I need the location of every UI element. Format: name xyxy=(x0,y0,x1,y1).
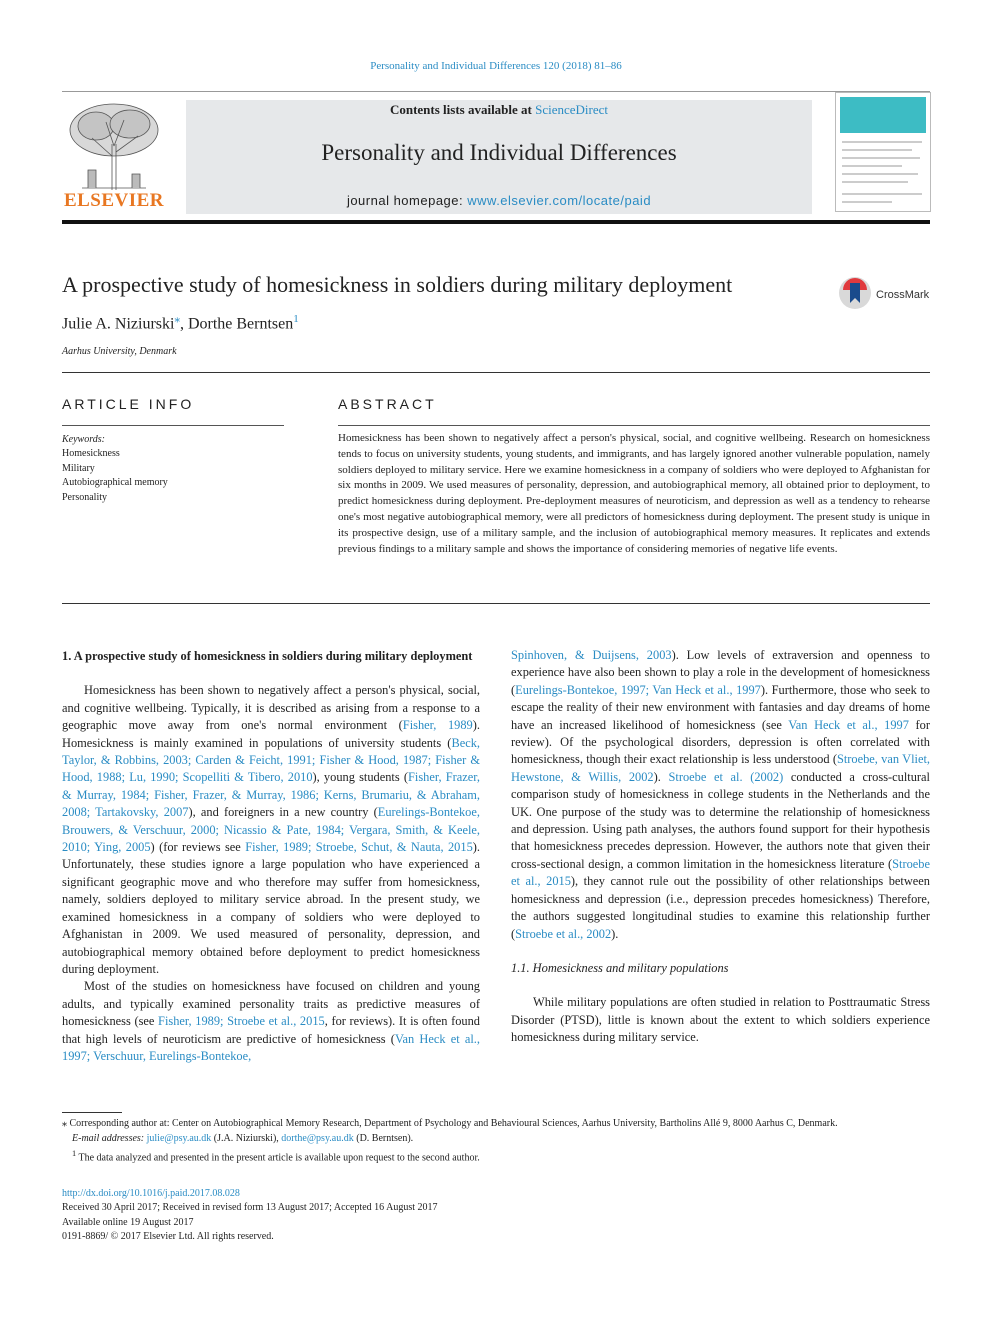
cover-line xyxy=(842,193,922,195)
citation-link[interactable]: Eurelings-Bontekoe, 1997; Van Heck et al., 1997 xyxy=(515,682,761,697)
citation-link[interactable]: Van Heck et al., 1997; Verschuur, Eurelings-Bontekoe, xyxy=(62,1031,480,1063)
footnote-corresponding xyxy=(62,1116,930,1131)
footnote-text: Corresponding author at: Center on Autobiographical Memory Research, Department of Psychology and Behavioural Sciences, Aarhus University, Bartholins Allé 9, 8000 Aarhus C, Denmark. xyxy=(67,1118,838,1129)
doi-link[interactable]: http://dx.doi.org/10.1016/j.paid.2017.08.028 xyxy=(62,1188,240,1199)
crossmark-badge[interactable] xyxy=(838,276,938,310)
article-metadata xyxy=(62,1187,438,1244)
citation-link[interactable]: Stroebe et al. (2002) xyxy=(668,769,784,784)
citation-link[interactable]: Eurelings-Bontekoe, Brouwers, & Verschuur, 2000; Nicassio & Pate, 1984; Vergara, Smith, & Keele, 2010; Ying, 2005 xyxy=(62,805,480,855)
section-heading: 1. A prospective study of homesickness in soldiers during military deployment xyxy=(62,649,473,663)
masthead-rule xyxy=(62,220,930,224)
footnote-mark: ⁎ xyxy=(62,1118,67,1129)
paragraph-text: for review). Of the psychological disorders, depression is often correlated with homesickness, though their exact relationship is less understood ( xyxy=(511,717,930,767)
divider xyxy=(338,425,930,426)
keywords-block xyxy=(62,433,284,505)
keywords-label: Keywords: xyxy=(62,434,105,445)
email-link[interactable]: dorthe@psy.au.dk xyxy=(281,1133,354,1144)
body-paragraph: While military populations are often studied in relation to Posttraumatic Stress Disorder (PTSD), little is known about the extent to which soldiers experience homesickness during military service. xyxy=(511,995,930,1045)
footnotes xyxy=(62,1116,930,1165)
paragraph-text: ). xyxy=(653,769,669,784)
citation-link[interactable]: Stroebe et al., 2002 xyxy=(515,926,612,941)
body-column-left xyxy=(62,648,480,1065)
cover-line xyxy=(842,141,922,143)
body-paragraph xyxy=(62,682,480,978)
paragraph-text: Most of the studies on homesickness have focused on children and young adults, and typically examined personality traits as predictive measures of homesickness (see xyxy=(62,979,480,1029)
author-separator: , xyxy=(179,315,188,333)
sciencedirect-link[interactable]: ScienceDirect xyxy=(535,102,609,117)
paragraph-text: ). Furthermore, those who seek to escape the reality of their new environment with fantasies and day dreams of home have an increased likelihood of homesickness (see xyxy=(511,682,930,732)
citation-link[interactable]: Stroebe, van Vliet, Hewstone, & Willis, 2002 xyxy=(511,752,930,784)
paragraph-text: ) (for reviews see xyxy=(150,840,246,855)
homepage-prefix: journal homepage: xyxy=(346,193,468,208)
author-list xyxy=(62,312,299,333)
paragraph-text: ), they cannot rule out the possibility of other relationships between homesickness and depression (i.e., depression precedes homesickness) Therefore, the authors suggested longitudinal studies to examine this relationship further ( xyxy=(511,874,930,941)
keyword-item: Military xyxy=(62,462,95,474)
journal-reference[interactable]: Personality and Individual Differences 120 (2018) 81–86 xyxy=(370,60,622,72)
divider xyxy=(62,425,284,426)
body-paragraph xyxy=(511,647,930,943)
masthead-top-rule xyxy=(62,91,930,92)
subsection-heading: 1.1. Homesickness and military populations xyxy=(511,960,729,975)
crossmark-label: CrossMark xyxy=(876,289,930,301)
abstract-heading: ABSTRACT xyxy=(338,396,437,412)
citation-link[interactable]: Fisher, 1989 xyxy=(402,718,473,733)
paragraph-text: ), young students ( xyxy=(312,770,408,785)
paragraph-text: conducted a cross-cultural comparison study of homesickness in college students in the Netherlands and the UK. One purpose of the study was to determine the relationship of homesickness and depression. Using path analyses, the authors found support for their hypothesis that homesickness precedes depression. However, the authors note that given their cross-sectional design, a common limitation in the homesickness literature ( xyxy=(511,769,930,871)
footnote-data-availability xyxy=(62,1146,930,1165)
elsevier-wordmark: ELSEVIER xyxy=(63,190,165,211)
citation-link[interactable]: Stroebe et al., 2015 xyxy=(511,856,930,889)
received-dates: Received 30 April 2017; Received in revised form 13 August 2017; Accepted 16 August 2017 xyxy=(62,1202,438,1214)
copyright: 0191-8869/ © 2017 Elsevier Ltd. All rights reserved. xyxy=(62,1230,274,1242)
body-column-right xyxy=(511,647,930,1047)
citation-link[interactable]: Fisher, 1989; Stroebe, Schut, & Nauta, 2015 xyxy=(245,840,473,855)
cover-line xyxy=(842,181,908,183)
paragraph-text: , for reviews). It is often found that high levels of neuroticism are predictive of homesickness ( xyxy=(62,1014,481,1046)
author-name[interactable]: Julie A. Niziurski xyxy=(62,315,175,333)
citation-link[interactable]: Beck, Taylor, & Robbins, 2003; Carden & Feicht, 1991; Fisher & Hood, 1987; Fisher & Hood, 1988; Lu, 1990; Scopelliti & Tibero, 2010 xyxy=(62,735,480,785)
paragraph-text: ). xyxy=(611,926,619,941)
cover-title-band xyxy=(840,97,926,133)
paragraph-text: ). Unfortunately, these studies ignore a large population who have experienced a significant geographic move and who therefore may suffer from homesickness, namely, soldiers deployed to military service abroad. In the present study, we examined homesickness in a company of soldiers who were deployed to Afghanistan in 2009. We used measured of personality, depression, and autobiographical memory obtained before deployment to predict homesickness during deployment. xyxy=(62,840,481,976)
citation-link[interactable]: Van Heck et al., 1997 xyxy=(788,717,909,732)
contents-line xyxy=(186,102,812,118)
contents-prefix: Contents lists available at xyxy=(389,102,536,117)
affiliation: Aarhus University, Denmark xyxy=(62,346,177,357)
keyword-item: Autobiographical memory xyxy=(62,477,168,489)
divider xyxy=(62,603,930,604)
journal-homepage xyxy=(186,193,812,208)
cover-line xyxy=(842,157,920,159)
citation-link[interactable]: Spinhoven, & Duijsens, 2003 xyxy=(511,648,672,662)
footnote-emails xyxy=(62,1131,930,1146)
paragraph-text: Homesickness has been shown to negatively affect a person's physical, social, and cognitive wellbeing. Typically, it is described as arising from a response to a geographic move away from one's normal environment ( xyxy=(62,683,480,733)
keyword-item: Homesickness xyxy=(62,448,120,460)
email-label: E-mail addresses: xyxy=(72,1133,147,1144)
footnote-mark: 1 xyxy=(72,1149,77,1158)
article-info-heading: ARTICLE INFO xyxy=(62,396,195,412)
cover-line xyxy=(842,201,892,203)
crossmark-icon xyxy=(838,276,874,310)
email-owner: (D. Berntsen). xyxy=(353,1133,414,1144)
corresponding-mark[interactable]: ⁎ xyxy=(174,313,180,325)
journal-cover-thumbnail[interactable] xyxy=(835,92,931,212)
cover-line xyxy=(842,149,912,151)
cover-line xyxy=(842,173,918,175)
paragraph-text: ). Low levels of extraversion and openness to experience have also been shown to play a role in the development of homesickness ( xyxy=(511,648,930,697)
email-link[interactable]: julie@psy.au.dk xyxy=(146,1133,212,1144)
elsevier-logo[interactable] xyxy=(62,100,166,212)
paragraph-text: ). Homesickness is mainly examined in populations of university students ( xyxy=(62,718,480,750)
footnote-text: The data analyzed and presented in the present article is available upon request to the second author. xyxy=(76,1152,480,1164)
cover-line xyxy=(842,165,902,167)
elsevier-tree-icon xyxy=(62,100,166,192)
citation-link[interactable]: Fisher, 1989; Stroebe et al., 2015 xyxy=(158,1014,325,1029)
keyword-item: Personality xyxy=(62,491,107,503)
journal-title: Personality and Individual Differences xyxy=(321,140,677,165)
citation-link[interactable]: Fisher, Frazer, & Murray, 1984; Fisher, Frazer, & Murray, 1986; Kerns, Brumariu, & Abraham, 2008; Tartakovsky, 2007 xyxy=(62,770,480,820)
author-name[interactable]: Dorthe Berntsen xyxy=(187,315,294,333)
footnote-mark[interactable]: 1 xyxy=(293,313,299,325)
body-paragraph xyxy=(62,978,480,1065)
online-date: Available online 19 August 2017 xyxy=(62,1216,194,1228)
footnote-rule xyxy=(62,1112,122,1113)
article-title: A prospective study of homesickness in soldiers during military deployment xyxy=(62,272,733,297)
abstract-text: Homesickness has been shown to negatively affect a person's physical, social, and cognitive wellbeing. Research on homesickness tends to focus on university students, young students, and immigrants, and has largely ignored another vulnerable population, namely soldiers deployed to military service. Here we examine homesickness in a company of soldiers who were deployed to Afghanistan for six months in 2009. We used measures of personality, depression, and autobiographical memory, all obtained prior to deployment, to predict homesickness during deployment. Pre-deployment measures of neuroticism, and depression as well as a tendency to rehearse one's most negative autobiographical memory, were all predictors of homesickness during deployment. The present study is unique in its prospective design, use of a military sample, and the inclusion of autobiographical memory measures. It replicates and extends previous findings to a military sample and shows the importance of considering memories of negative life events. xyxy=(338,432,930,555)
email-owner: (J.A. Niziurski), xyxy=(211,1133,282,1144)
divider xyxy=(62,372,930,373)
paragraph-text: ), and foreigners in a new country ( xyxy=(188,805,378,820)
homepage-link[interactable]: www.elsevier.com/locate/paid xyxy=(467,193,652,208)
